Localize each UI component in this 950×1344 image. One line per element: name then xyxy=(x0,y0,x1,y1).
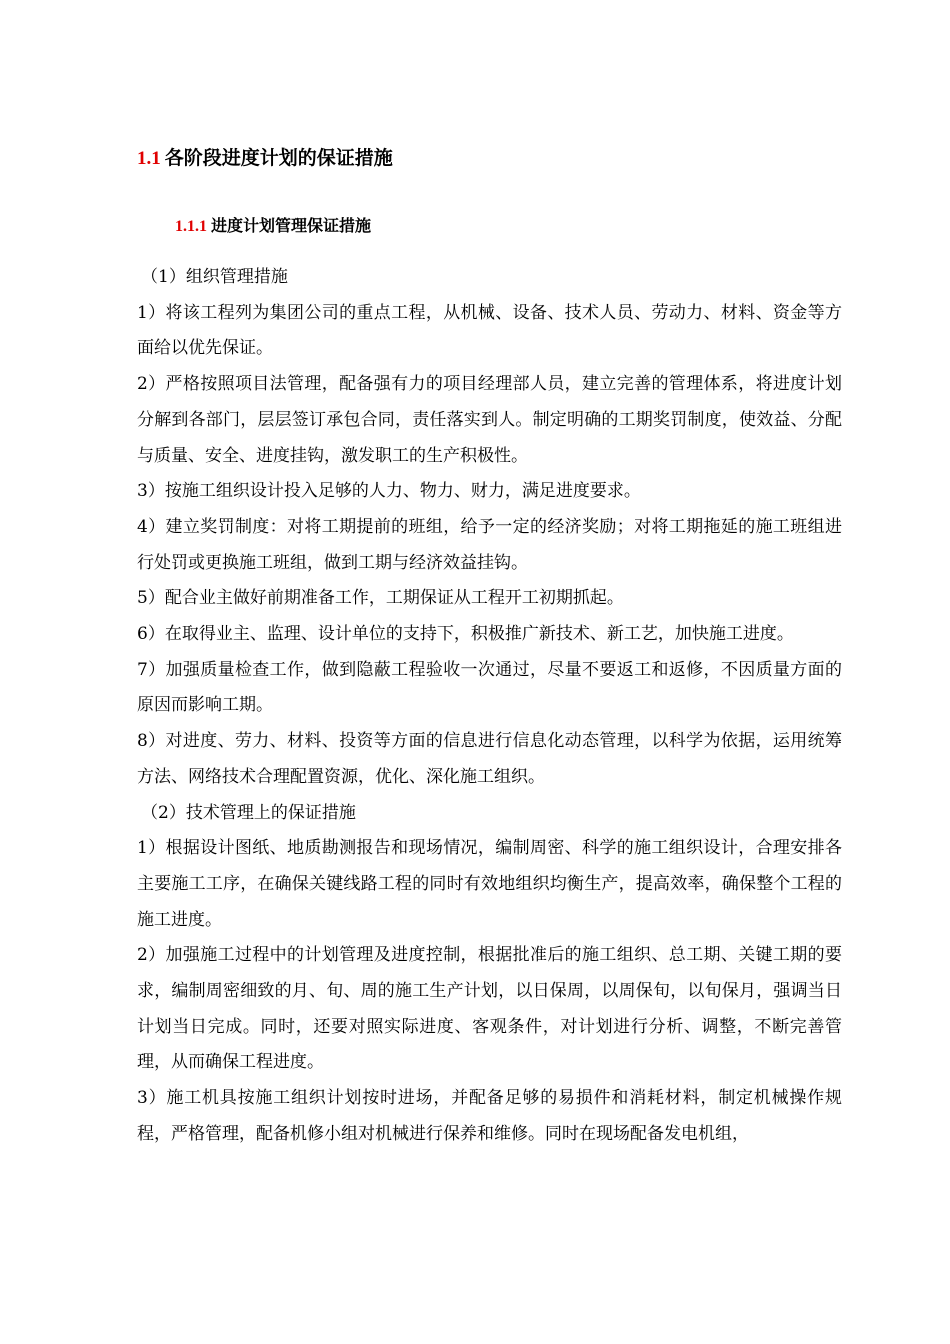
paragraph: 5）配合业主做好前期准备工作，工期保证从工程开工初期抓起。 xyxy=(137,588,624,609)
section-number: 1.1 xyxy=(137,148,161,169)
subheading-technical: （2）技术管理上的保证措施 xyxy=(141,802,356,823)
section-title: 各阶段进度计划的保证措施 xyxy=(164,147,393,169)
body-text xyxy=(137,260,842,1153)
paragraph: 6）在取得业主、监理、设计单位的支持下，积极推广新技术、新工艺，加快施工进度。 xyxy=(137,624,794,645)
paragraph: 2）加强施工过程中的计划管理及进度控制，根据批准后的施工组织、总工期、关键工期的要求，编制周密细致的月、旬、周的施工生产计划，以日保周，以周保旬，以旬保月，强调当日计划当日完成。同时，还要对照实际进度、客观条件，对计划进行分析、调整，不断完善管理，从而确保工程进度。 xyxy=(137,945,842,1073)
paragraph: 3）按施工组织设计投入足够的人力、物力、财力，满足进度要求。 xyxy=(137,481,641,502)
paragraph: 3）施工机具按施工组织计划按时进场，并配备足够的易损件和消耗材料，制定机械操作规程，严格管理，配备机修小组对机械进行保养和维修。同时在现场配备发电机组， xyxy=(137,1088,842,1144)
paragraph: 1）将该工程列为集团公司的重点工程，从机械、设备、技术人员、劳动力、材料、资金等方面给以优先保证。 xyxy=(137,302,842,359)
paragraph: 4）建立奖罚制度：对将工期提前的班组，给予一定的经济奖励；对将工期拖延的施工班组进行处罚或更换施工班组，做到工期与经济效益挂钩。 xyxy=(137,516,842,573)
paragraph: 7）加强质量检查工作，做到隐蔽工程验收一次通过，尽量不要返工和返修，不因质量方面的原因而影响工期。 xyxy=(137,659,842,716)
subsection-heading xyxy=(175,215,371,238)
subsection-number: 1.1.1 xyxy=(175,218,207,235)
subsection-title: 进度计划管理保证措施 xyxy=(211,216,372,235)
section-heading xyxy=(137,145,393,172)
paragraph: 8）对进度、劳力、材料、投资等方面的信息进行信息化动态管理，以科学为依据，运用统筹方法、网络技术合理配置资源，优化、深化施工组织。 xyxy=(137,731,842,787)
subheading-organization: （1）组织管理措施 xyxy=(141,267,288,287)
paragraph: 2）严格按照项目法管理，配备强有力的项目经理部人员，建立完善的管理体系，将进度计划分解到各部门，层层签订承包合同，责任落实到人。制定明确的工期奖罚制度，使效益、分配与质量、安全、进度挂钩，激发职工的生产积极性。 xyxy=(137,374,842,466)
paragraph: 1）根据设计图纸、地质勘测报告和现场情况，编制周密、科学的施工组织设计，合理安排各主要施工工序，在确保关键线路工程的同时有效地组织均衡生产，提高效率，确保整个工程的施工进度。 xyxy=(137,838,842,930)
